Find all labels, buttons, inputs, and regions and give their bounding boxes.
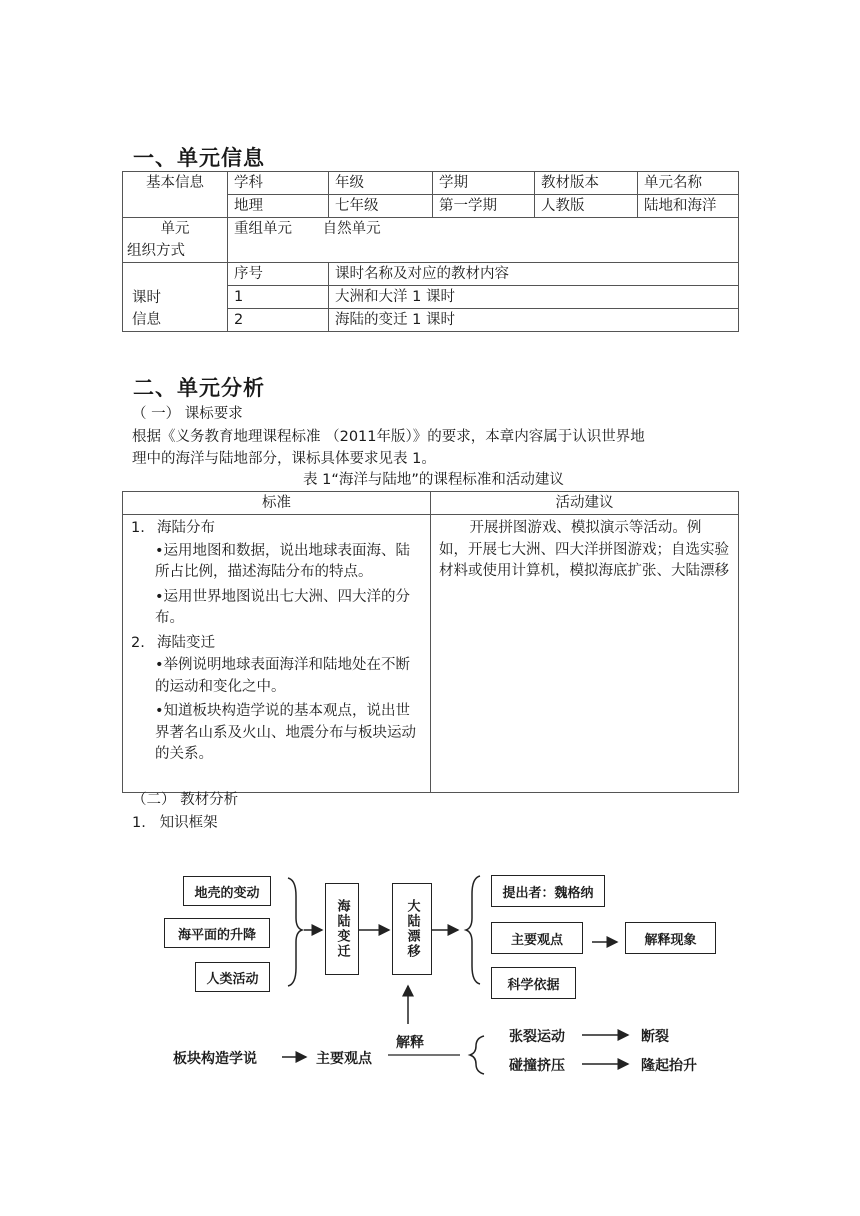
org-label xyxy=(123,218,228,263)
table-caption: 表 1“海洋与陆地”的课程标准和活动建议 xyxy=(303,472,564,488)
value-cell: 第一学期 xyxy=(433,195,535,218)
list-item xyxy=(131,518,422,540)
header-cell: 年级 xyxy=(329,172,433,195)
box-continental-drift: 大陆漂移 xyxy=(392,883,432,975)
cause-box-crust: 地壳的变动 xyxy=(183,876,271,906)
item-number: 1. xyxy=(131,520,145,536)
basic-info-label: 基本信息 xyxy=(123,172,228,218)
lesson-info-label xyxy=(123,263,228,332)
value-cell: 陆地和海洋 xyxy=(638,195,739,218)
subheading-framework: 1. 知识框架 xyxy=(132,815,218,831)
intro-line-1: 根据《义务教育地理课程标准 （2011年版）》的要求，本章内容属于认识世界地 xyxy=(132,429,645,445)
result-uplift: 隆起抬升 xyxy=(641,1058,697,1074)
section-title-unit-analysis: 二、单元分析 xyxy=(133,376,265,400)
cause-box-sea-level: 海平面的升降 xyxy=(164,918,270,948)
org-option-regroup: 重组单元 xyxy=(234,221,292,237)
activity-header: 活动建议 xyxy=(431,492,739,515)
value-cell: 七年级 xyxy=(329,195,433,218)
org-label-line2: 组织方式 xyxy=(127,243,185,259)
box-proposer: 提出者：魏格纳 xyxy=(491,875,605,907)
activity-cell xyxy=(431,515,739,793)
right-brace xyxy=(466,876,480,984)
value-cell: 地理 xyxy=(228,195,329,218)
bullet-text: •运用世界地图说出七大洲、四大洋的分布。 xyxy=(155,588,411,626)
standards-table xyxy=(122,491,739,793)
bullet-text: •运用地图和数据，说出地球表面海、陆所占比例，描述海陆分布的特点。 xyxy=(155,542,411,580)
header-cell: 学期 xyxy=(433,172,535,195)
header-cell: 教材版本 xyxy=(535,172,638,195)
motion-rifting: 张裂运动 xyxy=(509,1029,565,1045)
left-brace xyxy=(288,878,302,986)
lesson-no: 2 xyxy=(228,309,329,332)
lesson-name: 海陆的变迁 1 课时 xyxy=(329,309,739,332)
value-cell: 人教版 xyxy=(535,195,638,218)
list-item xyxy=(131,633,422,655)
box-evidence: 科学依据 xyxy=(491,967,576,999)
standards-cell xyxy=(123,515,431,793)
section-title-unit-info: 一、单元信息 xyxy=(133,146,265,170)
org-label-line1: 单元 xyxy=(160,221,190,237)
motion-collision: 碰撞挤压 xyxy=(509,1058,565,1074)
lesson-header-no: 序号 xyxy=(228,263,329,286)
header-cell: 学科 xyxy=(228,172,329,195)
header-cell: 单元名称 xyxy=(638,172,739,195)
lesson-label-line1: 课时 xyxy=(132,290,161,306)
item-title: 海陆变迁 xyxy=(157,634,215,651)
lesson-label-line2: 信息 xyxy=(132,312,161,328)
result-fault: 断裂 xyxy=(641,1029,669,1045)
lesson-name: 大洲和大洋 1 课时 xyxy=(329,286,739,309)
plate-tectonics-label: 板块构造学说 xyxy=(173,1051,257,1067)
explain-label: 解释 xyxy=(396,1035,424,1051)
subheading-curriculum: （ 一） 课标要求 xyxy=(132,406,243,422)
box-sea-land-change: 海陆变迁 xyxy=(325,883,359,975)
intro-line-2: 理中的海洋与陆地部分，课标具体要求见表 1。 xyxy=(132,451,436,467)
lesson-no: 1 xyxy=(228,286,329,309)
box-main-view: 主要观点 xyxy=(491,922,583,954)
main-view-label: 主要观点 xyxy=(316,1051,372,1067)
lesson-header-name: 课时名称及对应的教材内容 xyxy=(329,263,739,286)
bottom-brace xyxy=(470,1036,484,1074)
bullet-text: •举例说明地球表面海洋和陆地处在不断的运动和变化之中。 xyxy=(155,657,411,695)
subheading-textbook: （二） 教材分析 xyxy=(132,792,239,808)
box-explain-phenomena: 解释现象 xyxy=(625,922,716,954)
item-title: 海陆分布 xyxy=(157,520,215,536)
cause-box-human: 人类活动 xyxy=(195,962,270,992)
item-number: 2. xyxy=(131,634,145,651)
activity-text: 开展拼图游戏、模拟演示等活动。例如，开展七大洲、四大洋拼图游戏；自选实验材料或使用计算机，模拟海底扩张、大陆漂移 xyxy=(439,520,729,579)
unit-info-table xyxy=(122,171,739,332)
org-options xyxy=(228,218,739,263)
standards-header: 标准 xyxy=(123,492,431,515)
org-option-natural: 自然单元 xyxy=(322,221,381,237)
bullet-text: •知道板块构造学说的基本观点，说出世界著名山系及火山、地震分布与板块运动的关系。 xyxy=(155,703,416,762)
